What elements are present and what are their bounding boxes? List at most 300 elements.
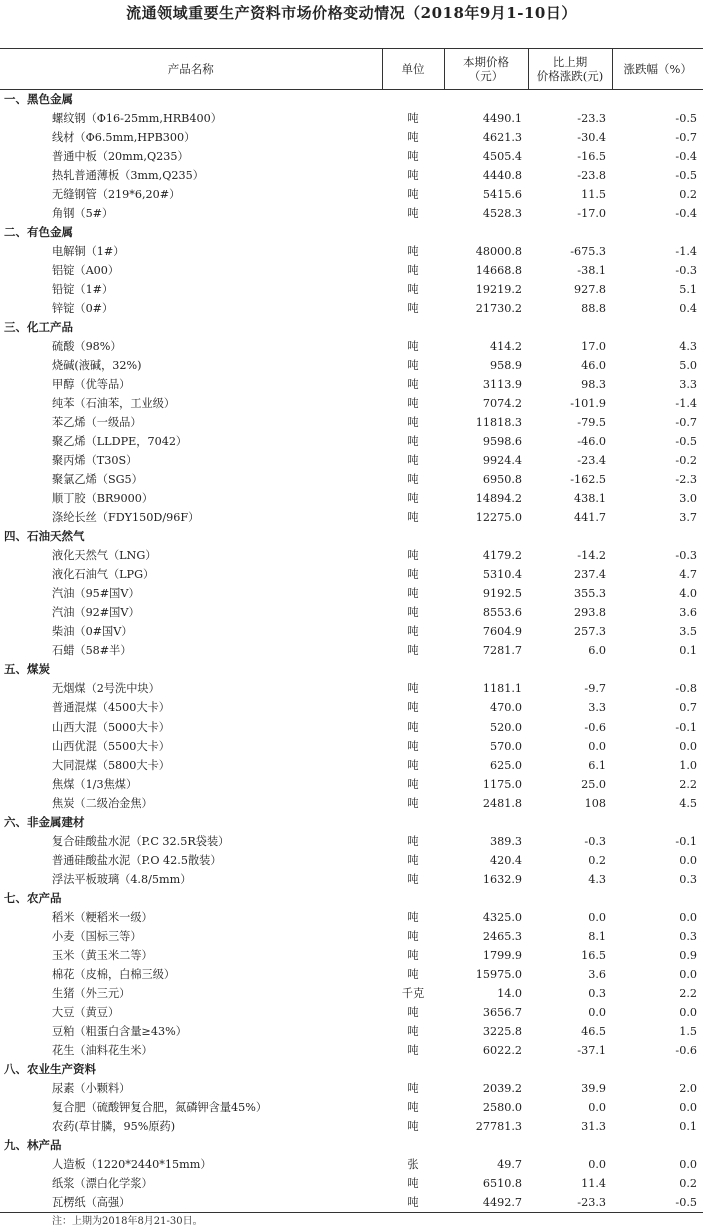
change-cell: 927.8 bbox=[573, 283, 606, 297]
unit-cell: 吨 bbox=[407, 1119, 419, 1133]
pct-cell: 3.0 bbox=[679, 492, 697, 506]
table-row bbox=[0, 394, 703, 413]
product-name: 聚丙烯（T30S） bbox=[52, 454, 138, 468]
unit-cell: 吨 bbox=[407, 720, 419, 734]
pct-cell: 0.9 bbox=[679, 948, 697, 962]
change-cell: -0.3 bbox=[584, 834, 606, 848]
product-name: 小麦（国标三等） bbox=[52, 929, 142, 943]
unit-cell: 吨 bbox=[407, 701, 419, 715]
category-row bbox=[0, 660, 703, 679]
price-cell: 1175.0 bbox=[482, 777, 522, 791]
table-row bbox=[0, 413, 703, 432]
unit-cell bbox=[382, 1060, 444, 1079]
table-row bbox=[0, 756, 703, 775]
pct-cell: 0.0 bbox=[679, 853, 697, 867]
product-name: 普通中板（20mm,Q235） bbox=[52, 150, 189, 164]
unit-cell: 吨 bbox=[407, 207, 419, 221]
price-cell: 4505.4 bbox=[482, 150, 522, 164]
table-row bbox=[0, 832, 703, 851]
table-row bbox=[0, 470, 703, 489]
unit-cell bbox=[382, 1136, 444, 1155]
pct-cell: 0.0 bbox=[679, 967, 697, 981]
product-name: 无烟煤（2号洗中块） bbox=[52, 682, 160, 696]
header-price-line1: 本期价格 bbox=[463, 55, 509, 69]
category-name: 七、农产品 bbox=[4, 890, 62, 905]
price-cell: 4325.0 bbox=[482, 910, 522, 924]
change-cell: -162.5 bbox=[570, 473, 606, 487]
price-cell bbox=[444, 1136, 528, 1155]
price-cell: 625.0 bbox=[489, 758, 522, 772]
change-cell: -37.1 bbox=[577, 1043, 606, 1057]
pct-cell bbox=[612, 90, 703, 110]
price-cell: 12275.0 bbox=[475, 511, 522, 525]
change-cell: 108 bbox=[584, 796, 606, 810]
table-row bbox=[0, 622, 703, 641]
category-name: 六、非金属建材 bbox=[4, 814, 85, 829]
unit-cell bbox=[382, 889, 444, 908]
pct-cell bbox=[612, 223, 703, 242]
table-row bbox=[0, 1193, 703, 1213]
change-cell: 6.0 bbox=[588, 644, 606, 658]
table-row bbox=[0, 870, 703, 889]
pct-cell: 4.0 bbox=[679, 587, 697, 601]
product-name: 花生（油料花生米） bbox=[52, 1043, 153, 1057]
unit-cell: 吨 bbox=[407, 511, 419, 525]
unit-cell: 吨 bbox=[407, 359, 419, 373]
page-title: 流通领域重要生产资料市场价格变动情况（2018年9月1-10日） bbox=[126, 4, 577, 22]
unit-cell: 吨 bbox=[407, 340, 419, 354]
table-row bbox=[0, 984, 703, 1003]
change-cell: 3.3 bbox=[588, 701, 606, 715]
table-row bbox=[0, 679, 703, 698]
category-row bbox=[0, 889, 703, 908]
product-name: 大豆（黄豆） bbox=[52, 1005, 120, 1019]
pct-cell: -0.4 bbox=[675, 150, 697, 164]
table-row bbox=[0, 109, 703, 128]
table-row bbox=[0, 1003, 703, 1022]
price-cell: 6510.8 bbox=[482, 1176, 522, 1190]
price-cell: 14668.8 bbox=[475, 264, 522, 278]
price-cell: 3656.7 bbox=[482, 1005, 522, 1019]
product-name: 线材（Φ6.5mm,HPB300） bbox=[52, 131, 196, 145]
price-cell: 6022.2 bbox=[482, 1043, 522, 1057]
price-cell: 6950.8 bbox=[482, 473, 522, 487]
table-row bbox=[0, 204, 703, 223]
price-cell: 958.9 bbox=[489, 359, 522, 373]
price-cell bbox=[444, 527, 528, 546]
pct-cell: 0.0 bbox=[679, 1157, 697, 1171]
pct-cell: 0.2 bbox=[679, 188, 697, 202]
table-row bbox=[0, 1098, 703, 1117]
product-name: 稻米（粳稻米一级） bbox=[52, 910, 153, 924]
product-name: 纸浆（漂白化学浆） bbox=[52, 1176, 153, 1190]
unit-cell: 吨 bbox=[407, 929, 419, 943]
category-name: 九、林产品 bbox=[4, 1137, 62, 1152]
change-cell bbox=[528, 889, 612, 908]
change-cell: 0.0 bbox=[588, 1100, 606, 1114]
change-cell bbox=[528, 318, 612, 337]
change-cell: 11.5 bbox=[581, 188, 606, 202]
header-change bbox=[528, 49, 612, 90]
unit-cell: 吨 bbox=[407, 1081, 419, 1095]
product-name: 焦煤（1/3焦煤） bbox=[52, 777, 138, 791]
pct-cell: 3.5 bbox=[679, 625, 697, 639]
unit-cell: 吨 bbox=[407, 169, 419, 183]
pct-cell bbox=[612, 889, 703, 908]
unit-cell: 吨 bbox=[407, 967, 419, 981]
unit-cell bbox=[382, 90, 444, 110]
category-row bbox=[0, 1060, 703, 1079]
price-cell: 9598.6 bbox=[482, 435, 522, 449]
unit-cell: 吨 bbox=[407, 758, 419, 772]
price-cell: 5310.4 bbox=[482, 568, 522, 582]
table-row bbox=[0, 946, 703, 965]
pct-cell: 1.5 bbox=[679, 1024, 697, 1038]
table-row bbox=[0, 737, 703, 756]
pct-cell: 0.3 bbox=[679, 929, 697, 943]
price-cell: 2465.3 bbox=[482, 929, 522, 943]
price-cell: 21730.2 bbox=[475, 302, 522, 316]
category-name: 二、有色金属 bbox=[4, 225, 73, 240]
table-row bbox=[0, 546, 703, 565]
header-price bbox=[444, 49, 528, 90]
price-cell: 414.2 bbox=[489, 340, 522, 354]
category-name: 四、石油天然气 bbox=[4, 529, 85, 544]
unit-cell bbox=[382, 318, 444, 337]
unit-cell: 吨 bbox=[407, 188, 419, 202]
product-name: 豆粕（粗蛋白含量≥43%） bbox=[52, 1024, 187, 1038]
category-row bbox=[0, 1136, 703, 1155]
change-cell: -30.4 bbox=[577, 131, 606, 145]
table-row bbox=[0, 508, 703, 527]
unit-cell: 吨 bbox=[407, 910, 419, 924]
price-cell: 49.7 bbox=[497, 1157, 522, 1171]
category-row bbox=[0, 223, 703, 242]
header-price-line2: （元） bbox=[468, 69, 504, 83]
table-row bbox=[0, 908, 703, 927]
category-name: 一、黑色金属 bbox=[4, 92, 73, 106]
change-cell bbox=[528, 223, 612, 242]
price-cell: 4528.3 bbox=[482, 207, 522, 221]
header-name: 产品名称 bbox=[0, 49, 382, 90]
pct-cell: -0.3 bbox=[675, 549, 697, 563]
unit-cell: 吨 bbox=[407, 1024, 419, 1038]
change-cell: -23.4 bbox=[577, 454, 606, 468]
change-cell: -16.5 bbox=[577, 150, 606, 164]
price-cell: 7074.2 bbox=[482, 397, 522, 411]
category-name: 三、化工产品 bbox=[4, 320, 73, 335]
change-cell: 3.6 bbox=[588, 967, 606, 981]
product-name: 锌锭（0#） bbox=[52, 302, 114, 316]
price-cell: 11818.3 bbox=[475, 416, 522, 430]
product-name: 甲醇（优等品） bbox=[52, 378, 131, 392]
pct-cell: 0.2 bbox=[679, 1176, 697, 1190]
change-cell: -38.1 bbox=[577, 264, 606, 278]
price-cell: 4440.8 bbox=[482, 169, 522, 183]
change-cell: -23.3 bbox=[528, 1193, 612, 1213]
pct-cell: -0.8 bbox=[675, 682, 697, 696]
unit-cell: 吨 bbox=[407, 283, 419, 297]
change-cell: 46.0 bbox=[581, 359, 606, 373]
footnote: 注：上期为2018年8月21-30日。 bbox=[52, 1216, 203, 1227]
pct-cell: 2.0 bbox=[679, 1081, 697, 1095]
unit-cell: 张 bbox=[407, 1157, 419, 1171]
header-pct: 涨跌幅（%） bbox=[612, 49, 703, 90]
pct-cell: -0.1 bbox=[675, 720, 697, 734]
unit-cell: 吨 bbox=[407, 549, 419, 563]
price-cell: 1632.9 bbox=[482, 872, 522, 886]
table-row bbox=[0, 128, 703, 147]
pct-cell bbox=[612, 318, 703, 337]
header-change-line2: 价格涨跌(元) bbox=[536, 69, 604, 83]
table-row bbox=[0, 185, 703, 204]
table-row bbox=[0, 718, 703, 737]
change-cell: 0.0 bbox=[588, 739, 606, 753]
product-name: 聚乙烯（LLDPE，7042） bbox=[52, 435, 188, 449]
unit-cell: 吨 bbox=[407, 397, 419, 411]
change-cell: 6.1 bbox=[588, 758, 606, 772]
table-row bbox=[0, 927, 703, 946]
table-row bbox=[0, 147, 703, 166]
price-cell bbox=[444, 660, 528, 679]
table-row bbox=[0, 166, 703, 185]
pct-cell: 0.1 bbox=[679, 1119, 697, 1133]
pct-cell: -1.4 bbox=[675, 245, 697, 259]
pct-cell: 0.0 bbox=[679, 1005, 697, 1019]
product-name: 复合肥（硫酸钾复合肥，氮磷钾含量45%） bbox=[52, 1100, 268, 1114]
change-cell: 17.0 bbox=[581, 340, 606, 354]
price-cell: 27781.3 bbox=[475, 1119, 522, 1133]
change-cell bbox=[528, 1060, 612, 1079]
pct-cell: 0.4 bbox=[679, 302, 697, 316]
table-row bbox=[0, 1079, 703, 1098]
pct-cell: -0.5 bbox=[612, 1193, 703, 1213]
price-cell: 2039.2 bbox=[482, 1081, 522, 1095]
price-cell: 7604.9 bbox=[482, 625, 522, 639]
change-cell: 237.4 bbox=[573, 568, 606, 582]
unit-cell: 吨 bbox=[407, 1043, 419, 1057]
unit-cell: 吨 bbox=[407, 150, 419, 164]
unit-cell: 吨 bbox=[407, 948, 419, 962]
change-cell: 31.3 bbox=[581, 1119, 606, 1133]
product-name: 顺丁胶（BR9000） bbox=[52, 492, 154, 506]
change-cell: 441.7 bbox=[573, 511, 606, 525]
price-cell: 570.0 bbox=[489, 739, 522, 753]
price-cell: 4179.2 bbox=[482, 549, 522, 563]
product-name: 棉花（皮棉，白棉三级） bbox=[52, 967, 176, 981]
product-name: 焦炭（二级冶金焦） bbox=[52, 796, 153, 810]
pct-cell: -0.2 bbox=[675, 454, 697, 468]
table-row bbox=[0, 261, 703, 280]
table-row bbox=[0, 299, 703, 318]
change-cell: -23.8 bbox=[577, 169, 606, 183]
product-name: 聚氯乙烯（SG5） bbox=[52, 473, 143, 487]
change-cell: 0.3 bbox=[588, 986, 606, 1000]
pct-cell: 4.3 bbox=[679, 340, 697, 354]
unit-cell: 吨 bbox=[407, 587, 419, 601]
price-cell: 15975.0 bbox=[475, 967, 522, 981]
pct-cell bbox=[612, 1060, 703, 1079]
product-name: 液化天然气（LNG） bbox=[52, 549, 157, 563]
pct-cell: 4.5 bbox=[679, 796, 697, 810]
unit-cell: 吨 bbox=[407, 473, 419, 487]
pct-cell: 1.0 bbox=[679, 758, 697, 772]
pct-cell: 2.2 bbox=[679, 777, 697, 791]
product-name: 角钢（5#） bbox=[52, 207, 114, 221]
pct-cell: 0.0 bbox=[679, 910, 697, 924]
change-cell: -9.7 bbox=[584, 682, 606, 696]
price-table bbox=[0, 48, 703, 1213]
unit-cell bbox=[382, 223, 444, 242]
pct-cell bbox=[612, 527, 703, 546]
change-cell: -14.2 bbox=[577, 549, 606, 563]
unit-cell: 吨 bbox=[407, 378, 419, 392]
product-name: 浮法平板玻璃（4.8/5mm） bbox=[52, 872, 192, 886]
change-cell: -101.9 bbox=[570, 397, 606, 411]
price-cell: 3113.9 bbox=[482, 378, 522, 392]
unit-cell: 吨 bbox=[407, 606, 419, 620]
change-cell: 25.0 bbox=[581, 777, 606, 791]
pct-cell: 4.7 bbox=[679, 568, 697, 582]
price-cell: 4621.3 bbox=[482, 131, 522, 145]
table-row bbox=[0, 280, 703, 299]
product-name: 铅锭（1#） bbox=[52, 283, 114, 297]
category-row bbox=[0, 318, 703, 337]
pct-cell: 5.0 bbox=[679, 359, 697, 373]
price-cell: 470.0 bbox=[489, 701, 522, 715]
unit-cell: 吨 bbox=[407, 1005, 419, 1019]
pct-cell: 0.0 bbox=[679, 739, 697, 753]
table-row bbox=[0, 775, 703, 794]
unit-cell: 吨 bbox=[407, 416, 419, 430]
product-name: 烧碱(液碱，32%) bbox=[52, 359, 142, 373]
table-row bbox=[0, 489, 703, 508]
category-name: 五、煤炭 bbox=[4, 662, 50, 677]
unit-cell: 吨 bbox=[407, 644, 419, 658]
header-unit: 单位 bbox=[382, 49, 444, 90]
product-name: 汽油（92#国Ⅴ） bbox=[52, 606, 140, 620]
price-cell bbox=[444, 90, 528, 110]
unit-cell: 吨 bbox=[382, 1193, 444, 1213]
pct-cell: -0.5 bbox=[675, 435, 697, 449]
pct-cell: -0.4 bbox=[675, 207, 697, 221]
price-cell: 5415.6 bbox=[482, 188, 522, 202]
price-cell: 1181.1 bbox=[482, 682, 522, 696]
price-cell: 9192.5 bbox=[482, 587, 522, 601]
pct-cell bbox=[612, 1136, 703, 1155]
change-cell: -79.5 bbox=[577, 416, 606, 430]
pct-cell: -0.6 bbox=[675, 1043, 697, 1057]
pct-cell bbox=[612, 813, 703, 832]
change-cell: -17.0 bbox=[577, 207, 606, 221]
price-cell: 4492.7 bbox=[444, 1193, 528, 1213]
pct-cell: 5.1 bbox=[679, 283, 697, 297]
unit-cell: 吨 bbox=[407, 245, 419, 259]
unit-cell: 吨 bbox=[407, 834, 419, 848]
product-name: 铝锭（A00） bbox=[52, 264, 120, 278]
price-cell: 7281.7 bbox=[482, 644, 522, 658]
table-row bbox=[0, 965, 703, 984]
price-cell: 14894.2 bbox=[475, 492, 522, 506]
table-row bbox=[0, 1041, 703, 1060]
product-name: 涤纶长丝（FDY150D/96F） bbox=[52, 511, 200, 525]
product-name: 螺纹钢（Φ16-25mm,HRB400） bbox=[52, 112, 222, 125]
unit-cell: 千克 bbox=[401, 986, 425, 1000]
change-cell: -23.3 bbox=[577, 112, 606, 125]
price-cell: 389.3 bbox=[489, 834, 522, 848]
category-row bbox=[0, 813, 703, 832]
pct-cell: -0.5 bbox=[675, 112, 697, 125]
change-cell: 46.5 bbox=[581, 1024, 606, 1038]
pct-cell: -0.3 bbox=[675, 264, 697, 278]
price-cell bbox=[444, 223, 528, 242]
product-name: 大同混煤（5800大卡） bbox=[52, 758, 170, 772]
product-name: 热轧普通薄板（3mm,Q235） bbox=[52, 169, 204, 183]
change-cell: 11.4 bbox=[581, 1176, 606, 1190]
unit-cell: 吨 bbox=[407, 302, 419, 316]
price-cell bbox=[444, 889, 528, 908]
table-row bbox=[0, 1174, 703, 1193]
product-name: 柴油（0#国Ⅴ） bbox=[52, 625, 133, 639]
table-row bbox=[0, 851, 703, 870]
category-row bbox=[0, 90, 703, 110]
unit-cell: 吨 bbox=[407, 682, 419, 696]
price-cell: 420.4 bbox=[489, 853, 522, 867]
product-name: 普通混煤（4500大卡） bbox=[52, 701, 170, 715]
product-name: 无缝钢管（219*6,20#） bbox=[52, 188, 181, 202]
change-cell: 0.0 bbox=[588, 910, 606, 924]
price-cell: 8553.6 bbox=[482, 606, 522, 620]
pct-cell: 0.0 bbox=[679, 1100, 697, 1114]
unit-cell: 吨 bbox=[407, 625, 419, 639]
pct-cell: 2.2 bbox=[679, 986, 697, 1000]
unit-cell: 吨 bbox=[407, 739, 419, 753]
product-name: 苯乙烯（一级品） bbox=[52, 416, 142, 430]
unit-cell: 吨 bbox=[407, 112, 419, 125]
product-name: 硫酸（98%） bbox=[52, 340, 122, 354]
price-cell: 520.0 bbox=[489, 720, 522, 734]
pct-cell: -0.1 bbox=[675, 834, 697, 848]
table-row bbox=[0, 603, 703, 622]
price-cell bbox=[444, 813, 528, 832]
product-name: 石蜡（58#半） bbox=[52, 644, 132, 658]
product-name: 电解铜（1#） bbox=[52, 245, 125, 259]
change-cell: 98.3 bbox=[581, 378, 606, 392]
unit-cell bbox=[382, 660, 444, 679]
change-cell: 0.2 bbox=[588, 853, 606, 867]
change-cell: 355.3 bbox=[573, 587, 606, 601]
product-name: 人造板（1220*2440*15mm） bbox=[52, 1157, 212, 1171]
pct-cell: 0.7 bbox=[679, 701, 697, 715]
change-cell bbox=[528, 90, 612, 110]
price-cell: 9924.4 bbox=[482, 454, 522, 468]
unit-cell: 吨 bbox=[407, 1176, 419, 1190]
product-name: 瓦楞纸（高强） bbox=[0, 1193, 382, 1213]
product-name: 汽油（95#国Ⅴ） bbox=[52, 587, 140, 601]
change-cell: 0.0 bbox=[588, 1157, 606, 1171]
change-cell: -675.3 bbox=[570, 245, 606, 259]
product-name: 纯苯（石油苯，工业级） bbox=[52, 397, 176, 411]
unit-cell: 吨 bbox=[407, 131, 419, 145]
change-cell bbox=[528, 813, 612, 832]
pct-cell bbox=[612, 660, 703, 679]
change-cell: -0.6 bbox=[584, 720, 606, 734]
table-row bbox=[0, 242, 703, 261]
price-cell: 3225.8 bbox=[482, 1024, 522, 1038]
change-cell bbox=[528, 660, 612, 679]
table-row bbox=[0, 565, 703, 584]
unit-cell: 吨 bbox=[407, 777, 419, 791]
